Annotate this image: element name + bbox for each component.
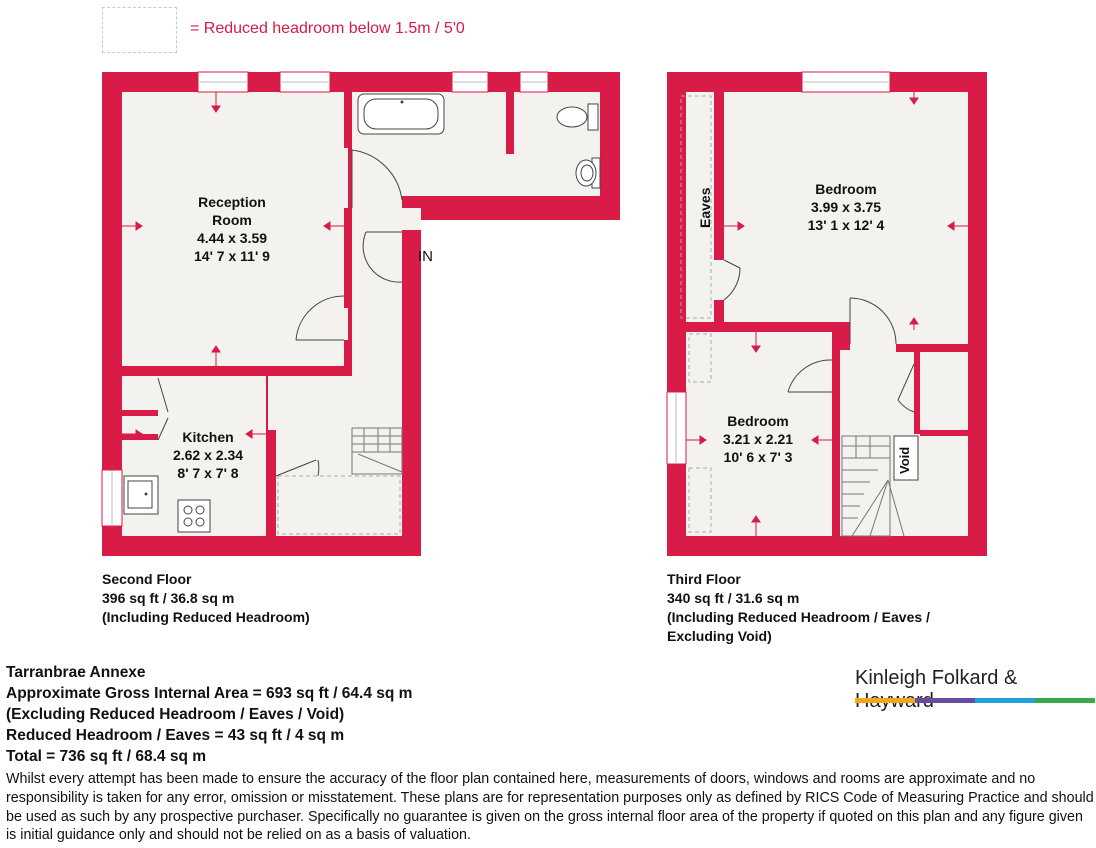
reception-name-line1: Reception	[198, 194, 266, 210]
bedroom2-name: Bedroom	[727, 413, 789, 429]
reception-name-line2: Room	[212, 212, 252, 228]
property-name: Tarranbrae Annexe	[6, 664, 146, 681]
bedroom2-label	[698, 412, 818, 466]
brand-bar-segment-2	[915, 698, 975, 703]
total-area: Total = 736 sq ft / 68.4 sq m	[6, 748, 206, 765]
third-floor-note-line2: Excluding Void)	[667, 628, 772, 644]
kitchen-imperial: 8' 7 x 7' 8	[177, 465, 239, 481]
landing-floor	[268, 370, 402, 536]
third-floor-caption	[667, 570, 930, 646]
brand-bar-segment-3	[975, 698, 1035, 703]
landing-floor-3	[840, 322, 968, 536]
area-summary	[6, 662, 412, 767]
kitchen-name: Kitchen	[182, 429, 234, 445]
disclaimer-text: Whilst every attempt has been made to ensure the accuracy of the floor plan contained here, measurements of doors, windows and rooms are approximate and no responsibility is taken for any error, omission or misstatement. These plans are for representation purposes only as defined by RICS Code of Measuring Practice and should be used as such by any prospective purchaser. Specifically no guarantee is given on the gross internal floor area of the property if quoted on this plan and any figure given is initial guidance only and should not be relied on as a basis of valuation.	[6, 771, 1094, 844]
reception-room-label	[172, 193, 292, 265]
kitchen-metric: 2.62 x 2.34	[172, 447, 244, 463]
bedroom2-metric: 3.21 x 2.21	[722, 431, 794, 447]
brand-color-bar	[855, 698, 1095, 703]
third-floor-note-line1: (Including Reduced Headroom / Eaves /	[667, 609, 930, 625]
kitchen-label	[148, 428, 268, 482]
eaves-label: Eaves	[697, 187, 713, 228]
void-label: Void	[897, 446, 912, 474]
second-floor-caption	[102, 570, 310, 627]
bedroom1-metric: 3.99 x 3.75	[810, 199, 882, 215]
brand-bar-segment-1	[855, 698, 915, 703]
reduced-headroom-area-text: Reduced Headroom / Eaves = 43 sq ft / 4 sq m	[6, 727, 345, 744]
bathtub-icon	[358, 94, 444, 134]
basin-icon	[576, 158, 600, 188]
second-floor-area: 396 sq ft / 36.8 sq m	[102, 590, 235, 606]
bedroom1-label	[786, 180, 906, 234]
entrance-label: IN	[418, 248, 433, 265]
third-floor-area: 340 sq ft / 31.6 sq m	[667, 590, 800, 606]
legend-text: = Reduced headroom below 1.5m / 5'0	[190, 20, 465, 37]
third-floor-plan	[667, 72, 987, 556]
hob-icon	[178, 500, 210, 532]
bedroom1-imperial: 13' 1 x 12' 4	[807, 217, 885, 233]
bedroom-divider-wall	[686, 322, 840, 332]
brand-bar-segment-4	[1035, 698, 1095, 703]
reception-imperial: 14' 7 x 11' 9	[194, 248, 270, 264]
gross-internal-area: Approximate Gross Internal Area = 693 sq ft / 64.4 sq m	[6, 685, 413, 702]
second-floor-title: Second Floor	[102, 571, 192, 587]
reception-metric: 4.44 x 3.59	[196, 230, 268, 246]
second-floor-note: (Including Reduced Headroom)	[102, 609, 310, 625]
gia-note: (Excluding Reduced Headroom / Eaves / Void)	[6, 706, 345, 723]
second-floor-plan	[102, 72, 620, 556]
reception-kitchen-wall	[122, 366, 352, 376]
hallway-floor	[352, 196, 402, 376]
bedroom2-imperial: 10' 6 x 7' 3	[723, 449, 793, 465]
third-floor-title: Third Floor	[667, 571, 741, 587]
brand-name: Kinleigh Folkard &	[855, 667, 1018, 689]
bedroom1-name: Bedroom	[815, 181, 877, 197]
